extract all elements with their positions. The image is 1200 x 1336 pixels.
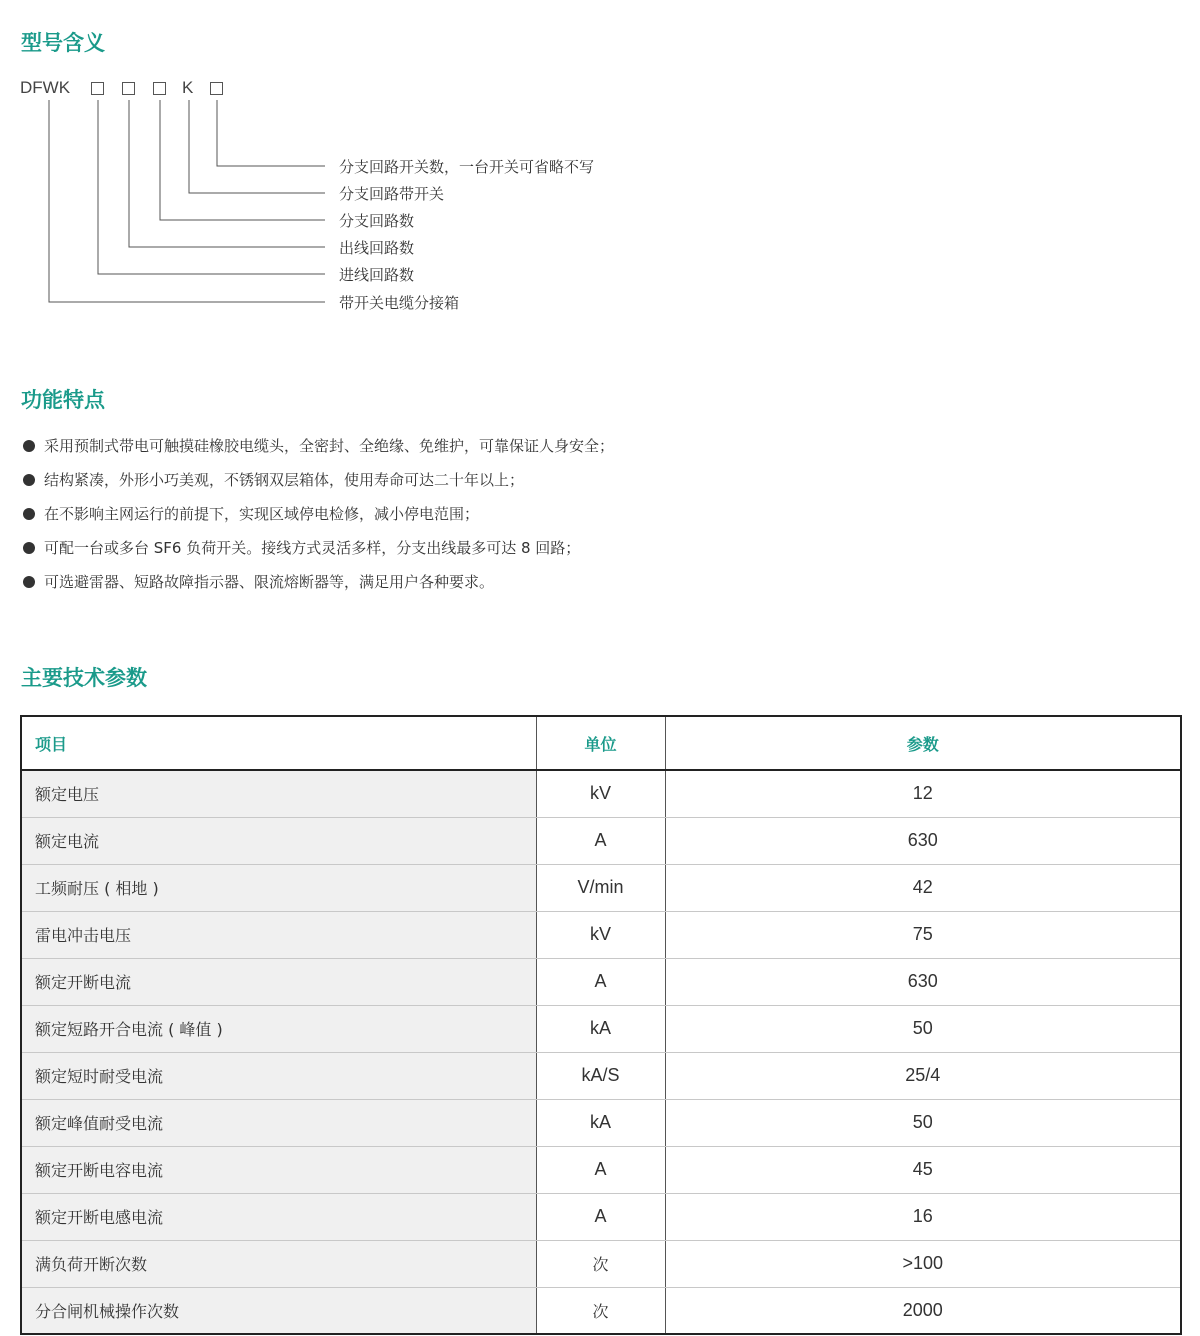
model-diagram-lines (0, 0, 340, 320)
connector-line-6 (49, 100, 325, 302)
cell-unit: A (536, 1146, 665, 1193)
connector-line-2 (189, 100, 325, 193)
connector-line-4 (129, 100, 325, 247)
table-row (21, 1146, 1181, 1193)
feature-text: 结构紧凑，外形小巧美观，不锈钢双层箱体，使用寿命可达二十年以上； (44, 471, 525, 489)
code-letter-switch: K (182, 78, 194, 97)
meaning-label-branch-count: 分支回路数 (339, 212, 415, 230)
cell-unit: A (536, 817, 665, 864)
header-item: 项目 (21, 716, 536, 770)
cell-item: 额定电压 (21, 770, 536, 817)
feature-text: 可配一台或多台 SF6 负荷开关。接线方式灵活多样，分支出线最多可达 8 回路； (44, 539, 581, 557)
bullet-icon (23, 542, 35, 554)
table-row (21, 911, 1181, 958)
header-unit: 单位 (536, 716, 665, 770)
cell-unit: 次 (536, 1287, 665, 1334)
cell-value: 50 (665, 1099, 1181, 1146)
meaning-label-product: 带开关电缆分接箱 (339, 294, 460, 312)
connector-line-3 (160, 100, 325, 220)
cell-unit: kA (536, 1099, 665, 1146)
feature-item (21, 434, 614, 468)
cell-item: 工频耐压 ( 相地 ) (21, 864, 536, 911)
cell-value: 12 (665, 770, 1181, 817)
cell-value: 630 (665, 958, 1181, 1005)
table-row (21, 1052, 1181, 1099)
feature-item (21, 570, 614, 604)
cell-item: 分合闸机械操作次数 (21, 1287, 536, 1334)
cell-value: 2000 (665, 1287, 1181, 1334)
cell-item: 额定开断电流 (21, 958, 536, 1005)
parameters-title: 主要技术参数 (21, 666, 147, 690)
cell-value: 42 (665, 864, 1181, 911)
cell-value: 50 (665, 1005, 1181, 1052)
connector-line-1 (217, 100, 325, 166)
cell-item: 雷电冲击电压 (21, 911, 536, 958)
header-value: 参数 (665, 716, 1181, 770)
features-title: 功能特点 (21, 388, 105, 412)
feature-item (21, 536, 614, 570)
cell-item: 额定开断电感电流 (21, 1193, 536, 1240)
feature-text: 采用预制式带电可触摸硅橡胶电缆头，全密封、全绝缘、免维护，可靠保证人身安全； (44, 437, 615, 455)
model-code-prefix: DFWK (20, 78, 71, 97)
cell-unit: 次 (536, 1240, 665, 1287)
feature-list (21, 434, 614, 604)
feature-text: 在不影响主网运行的前提下，实现区域停电检修，减小停电范围； (44, 505, 480, 523)
meaning-label-outgoing-count: 出线回路数 (339, 239, 415, 257)
bullet-icon (23, 474, 35, 486)
cell-item: 满负荷开断次数 (21, 1240, 536, 1287)
table-row (21, 1287, 1181, 1334)
cell-value: 16 (665, 1193, 1181, 1240)
table-row (21, 770, 1181, 817)
connector-line-5 (98, 100, 325, 274)
cell-unit: A (536, 1193, 665, 1240)
cell-value: 630 (665, 817, 1181, 864)
bullet-icon (23, 576, 35, 588)
cell-value: >100 (665, 1240, 1181, 1287)
cell-unit: kA (536, 1005, 665, 1052)
cell-unit: kV (536, 770, 665, 817)
table-row (21, 1193, 1181, 1240)
cell-unit: kA/S (536, 1052, 665, 1099)
cell-unit: A (536, 958, 665, 1005)
meaning-label-branch-switch: 分支回路带开关 (339, 185, 445, 203)
feature-item (21, 502, 614, 536)
cell-unit: kV (536, 911, 665, 958)
table-row (21, 817, 1181, 864)
cell-value: 25/4 (665, 1052, 1181, 1099)
bullet-icon (23, 440, 35, 452)
feature-item (21, 468, 614, 502)
model-meaning-title: 型号含义 (21, 31, 105, 55)
cell-item: 额定短时耐受电流 (21, 1052, 536, 1099)
cell-item: 额定开断电容电流 (21, 1146, 536, 1193)
cell-unit: V/min (536, 864, 665, 911)
meaning-label-incoming-count: 进线回路数 (339, 266, 415, 284)
cell-item: 额定电流 (21, 817, 536, 864)
bullet-icon (23, 508, 35, 520)
cell-value: 75 (665, 911, 1181, 958)
table-row (21, 1099, 1181, 1146)
table-row (21, 958, 1181, 1005)
table-header-row (21, 716, 1181, 770)
cell-item: 额定短路开合电流 ( 峰值 ) (21, 1005, 536, 1052)
meaning-label-switch-count: 分支回路开关数，一台开关可省略不写 (339, 158, 595, 176)
feature-text: 可选避雷器、短路故障指示器、限流熔断器等，满足用户各种要求。 (44, 573, 495, 591)
cell-value: 45 (665, 1146, 1181, 1193)
table-row (21, 1240, 1181, 1287)
cell-item: 额定峰值耐受电流 (21, 1099, 536, 1146)
parameters-table (20, 715, 1182, 1335)
table-row (21, 864, 1181, 911)
table-row (21, 1005, 1181, 1052)
